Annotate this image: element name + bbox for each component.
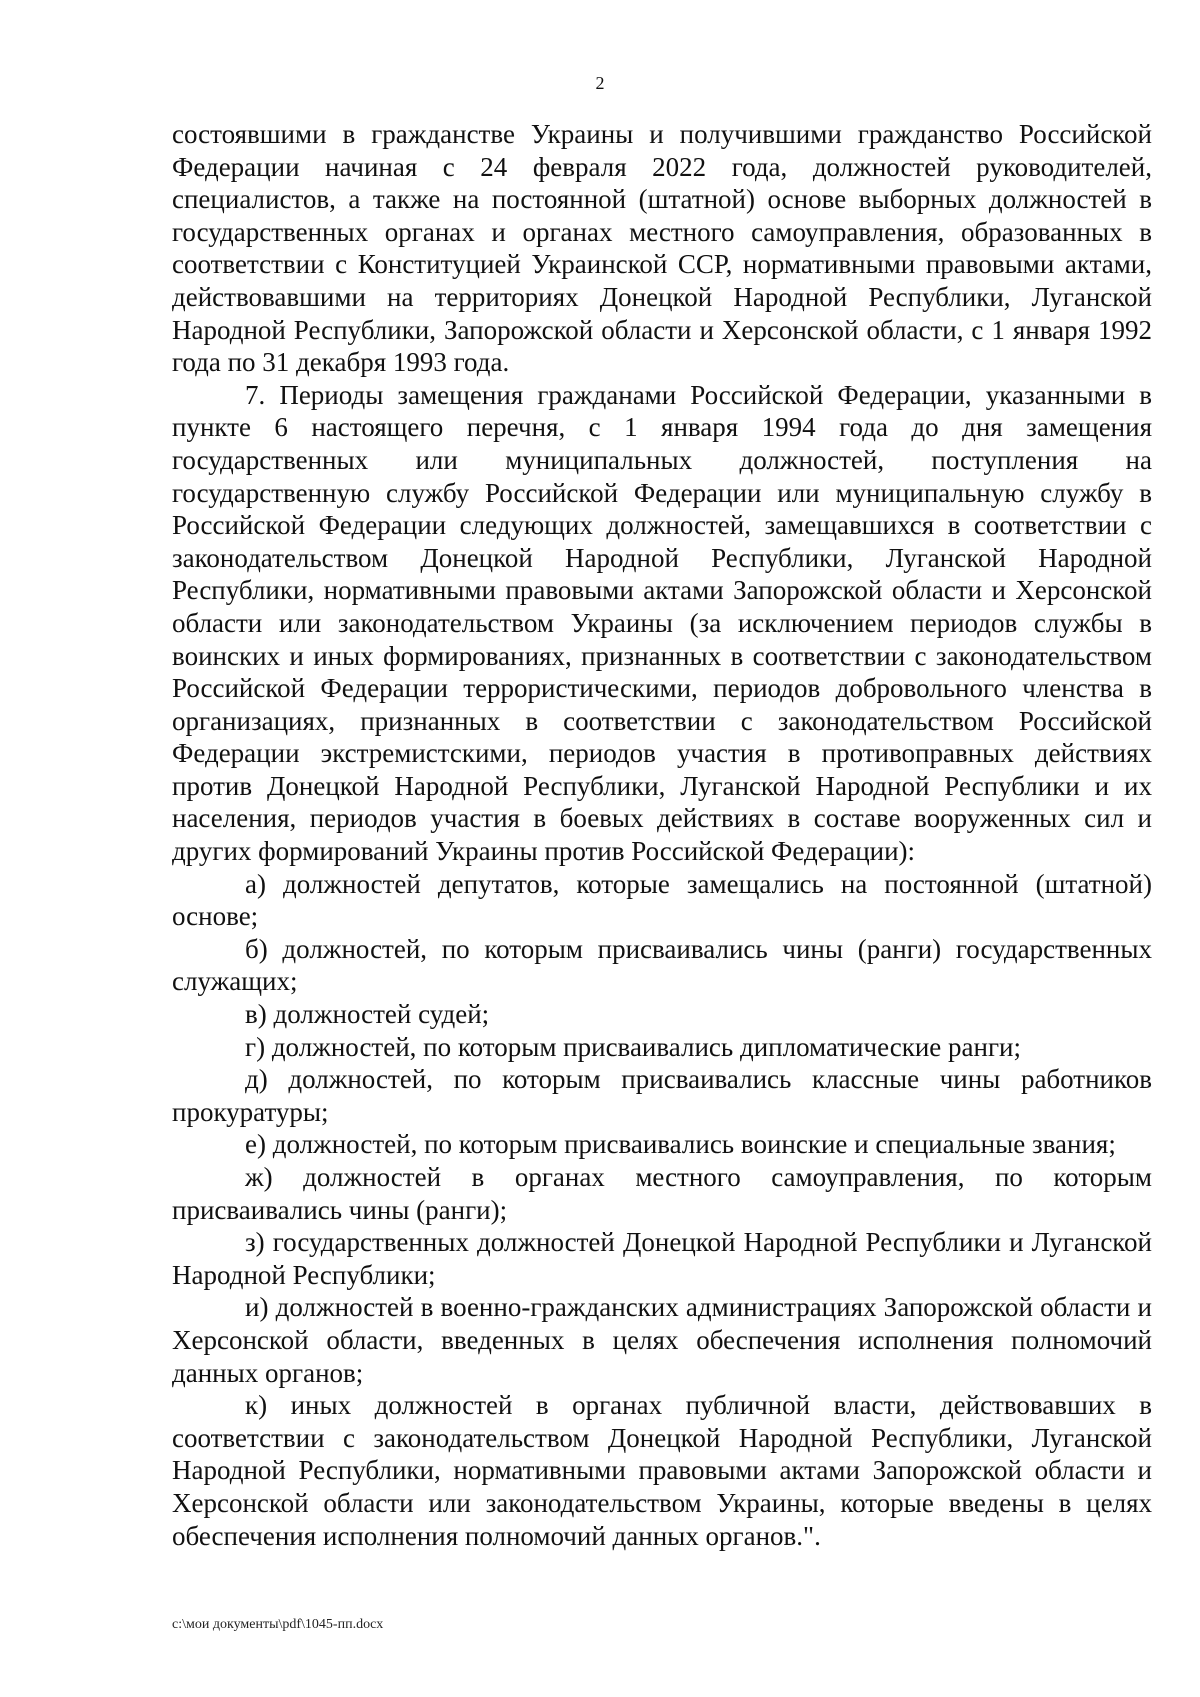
list-item-d: д) должностей, по которым присваивались классные чины работников прокуратуры; xyxy=(172,1064,1152,1127)
page-number: 2 xyxy=(595,73,605,93)
paragraph-continuation: состоявшими в гражданстве Украины и получившими гражданство Российской Федерации начиная с 24 февраля 2022 года, должностей руководителей, специалистов, а также на постоянной (штатной) основе выборных должностей в государственных органах и органах местного самоуправления, образованных в соответствии с Конституцией Украинской ССР, нормативными правовыми актами, действовавшими на территориях Донецкой Народной Республики, Луганской Народной Республики, Запорожской области и Херсонской области, с 1 января 1992 года по 31 декабря 1993 года. xyxy=(172,119,1152,378)
list-item-e: е) должностей, по которым присваивались воинские и специальные звания; xyxy=(245,1129,1116,1160)
list-item-k: к) иных должностей в органах публичной власти, действовавших в соответствии с законодательством Донецкой Народной Республики, Луганской Народной Республики, нормативными правовыми актами Запорожской области и Херсонской области или законодательством Украины, которые введены в целях обеспечения исполнения полномочий данных органов.". xyxy=(172,1390,1152,1551)
paragraph-item-7: 7. Периоды замещения гражданами Российской Федерации, указанными в пункте 6 настоящего перечня, с 1 января 1994 года до дня замещения государственных или муниципальных должностей, поступления на государственную службу Российской Федерации или муниципальную службу в Российской Федерации следующих должностей, замещавшихся в соответствии с законодательством Донецкой Народной Республики, Луганской Народной Республики, нормативными правовыми актами Запорожской области и Херсонской области или законодательством Украины (за исключением периодов службы в воинских и иных формированиях, признанных в соответствии с законодательством Российской Федерации террористическими, периодов добровольного членства в организациях, признанных в соответствии с законодательством Российской Федерации экстремистскими, периодов участия в противоправных действиях против Донецкой Народной Республики, Луганской Народной Республики и их населения, периодов участия в боевых действиях в составе вооруженных сил и других формирований Украины против Российской Федерации): xyxy=(172,379,1152,867)
list-item-zh: ж) должностей в органах местного самоуправления, по которым присваивались чины (ранги); xyxy=(172,1162,1152,1225)
list-item-g: г) должностей, по которым присваивались дипломатические ранги; xyxy=(245,1031,1021,1062)
document-body xyxy=(172,118,1152,1552)
list-item-b: б) должностей, по которым присваивались чины (ранги) государственных служащих; xyxy=(172,933,1152,997)
list-item-v: в) должностей судей; xyxy=(245,999,490,1030)
list-item-i: и) должностей в военно-гражданских администрациях Запорожской области и Херсонской области, введенных в целях обеспечения исполнения полномочий данных органов; xyxy=(172,1292,1152,1388)
file-path-footer: c:\мои документы\pdf\1045-пп.docx xyxy=(172,1617,384,1632)
list-item-z: з) государственных должностей Донецкой Народной Республики и Луганской Народной Республики; xyxy=(172,1227,1152,1290)
list-item-a: а) должностей депутатов, которые замещались на постоянной (штатной) основе; xyxy=(172,868,1152,932)
